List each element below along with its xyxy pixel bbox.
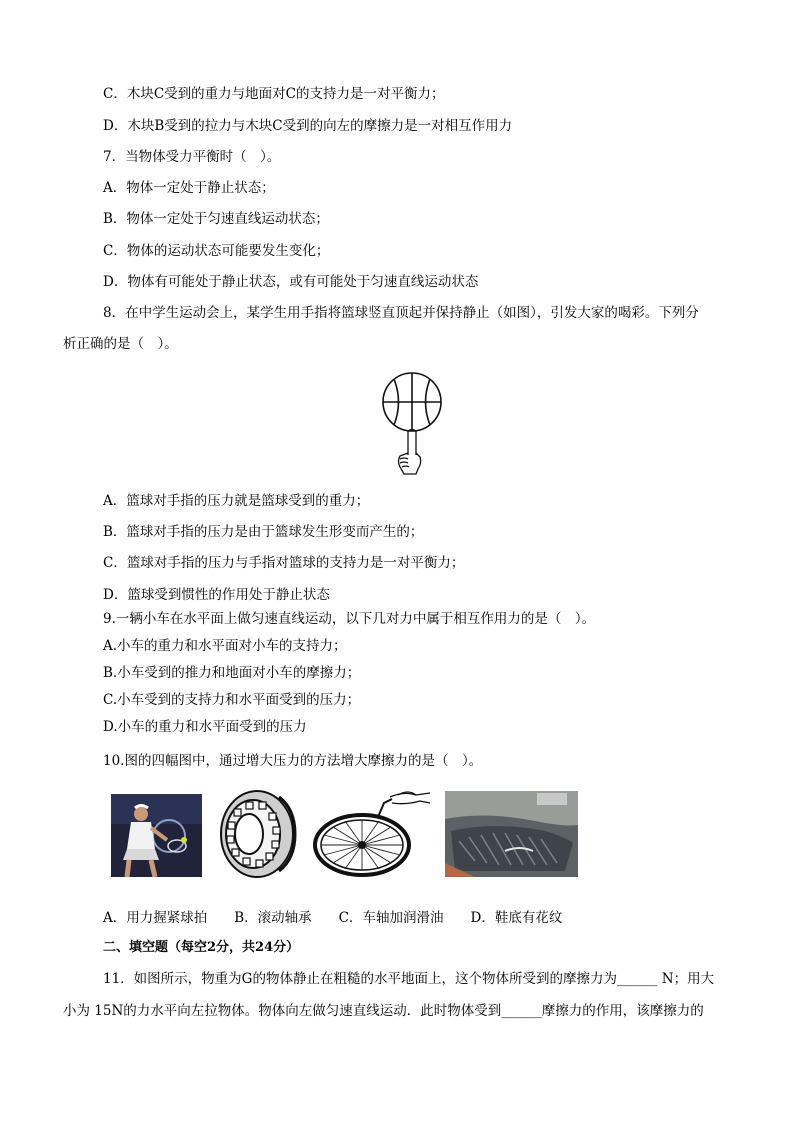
q9-stem: 9.一辆小车在水平面上做匀速直线运动，以下几对力中属于相互作用力的是（ ）。 (103, 611, 596, 627)
rolling-bearing-image (219, 789, 297, 879)
q7-option-c: C．物体的运动状态可能要发生变化； (103, 243, 330, 259)
q7-option-a: A．物体一定处于静止状态； (103, 180, 275, 196)
q9-option-d: D.小车的重力和水平面受到的压力 (103, 719, 307, 735)
q9-option-b: B.小车受到的推力和地面对小车的摩擦力； (103, 665, 361, 681)
q10-options: A．用力握紧球拍 B．滚动轴承 C．车轴加润滑油 D．鞋底有花纹 (103, 910, 563, 926)
q9-option-c: C.小车受到的支持力和水平面受到的压力； (103, 692, 361, 708)
q7-stem: 7．当物体受力平衡时（ ）。 (103, 149, 281, 165)
section-heading-fill-in: 二、填空题（每空2分，共24分） (103, 940, 300, 955)
q8-option-d: D．篮球受到惯性的作用处于静止状态 (103, 587, 330, 603)
hand-finger (399, 430, 421, 475)
q6-option-d: D．木块B受到的拉力与木块C受到的向左的摩擦力是一对相互作用力 (103, 118, 513, 134)
q11-line2: 小为 15N的力水平向左拉物体。物体向左做匀速直线运动．此时物体受到______摩擦力的作用，该摩擦力的 (63, 1003, 704, 1019)
q8-option-b: B．篮球对手指的压力是由于篮球发生形变而产生的； (103, 524, 424, 540)
q8-stem-line1: 8．在中学生运动会上，某学生用手指将篮球竖直顶起并保持静止（如图），引发大家的喝彩。下列分 (103, 305, 699, 321)
q10-stem: 10.图的四幅图中，通过增大压力的方法增大摩擦力的是（ ）。 (103, 753, 483, 769)
q9-option-a: A.小车的重力和水平面对小车的支持力； (103, 638, 347, 654)
q8-option-c: C．篮球对手指的压力与手指对篮球的支持力是一对平衡力； (103, 555, 465, 571)
q8-stem-line2: 析正确的是（ ）。 (63, 336, 178, 352)
shoe-sole-photo (445, 791, 578, 877)
q7-option-b: B．物体一定处于匀速直线运动状态； (103, 211, 329, 227)
basketball-on-finger-figure (376, 371, 448, 477)
q11-line1: 11．如图所示，物重为G的物体静止在粗糙的水平地面上，这个物体所受到的摩擦力为______ N；用大 (103, 971, 715, 987)
q7-option-d: D．物体有可能处于静止状态，或有可能处于匀速直线运动状态 (103, 274, 479, 290)
bicycle-wheel-oiling-image (312, 789, 434, 879)
q6-option-c: C．木块C受到的重力与地面对C的支持力是一对平衡力； (103, 86, 445, 102)
tennis-player-photo (111, 794, 202, 877)
q8-option-a: A．篮球对手指的压力就是篮球受到的重力； (103, 493, 370, 509)
